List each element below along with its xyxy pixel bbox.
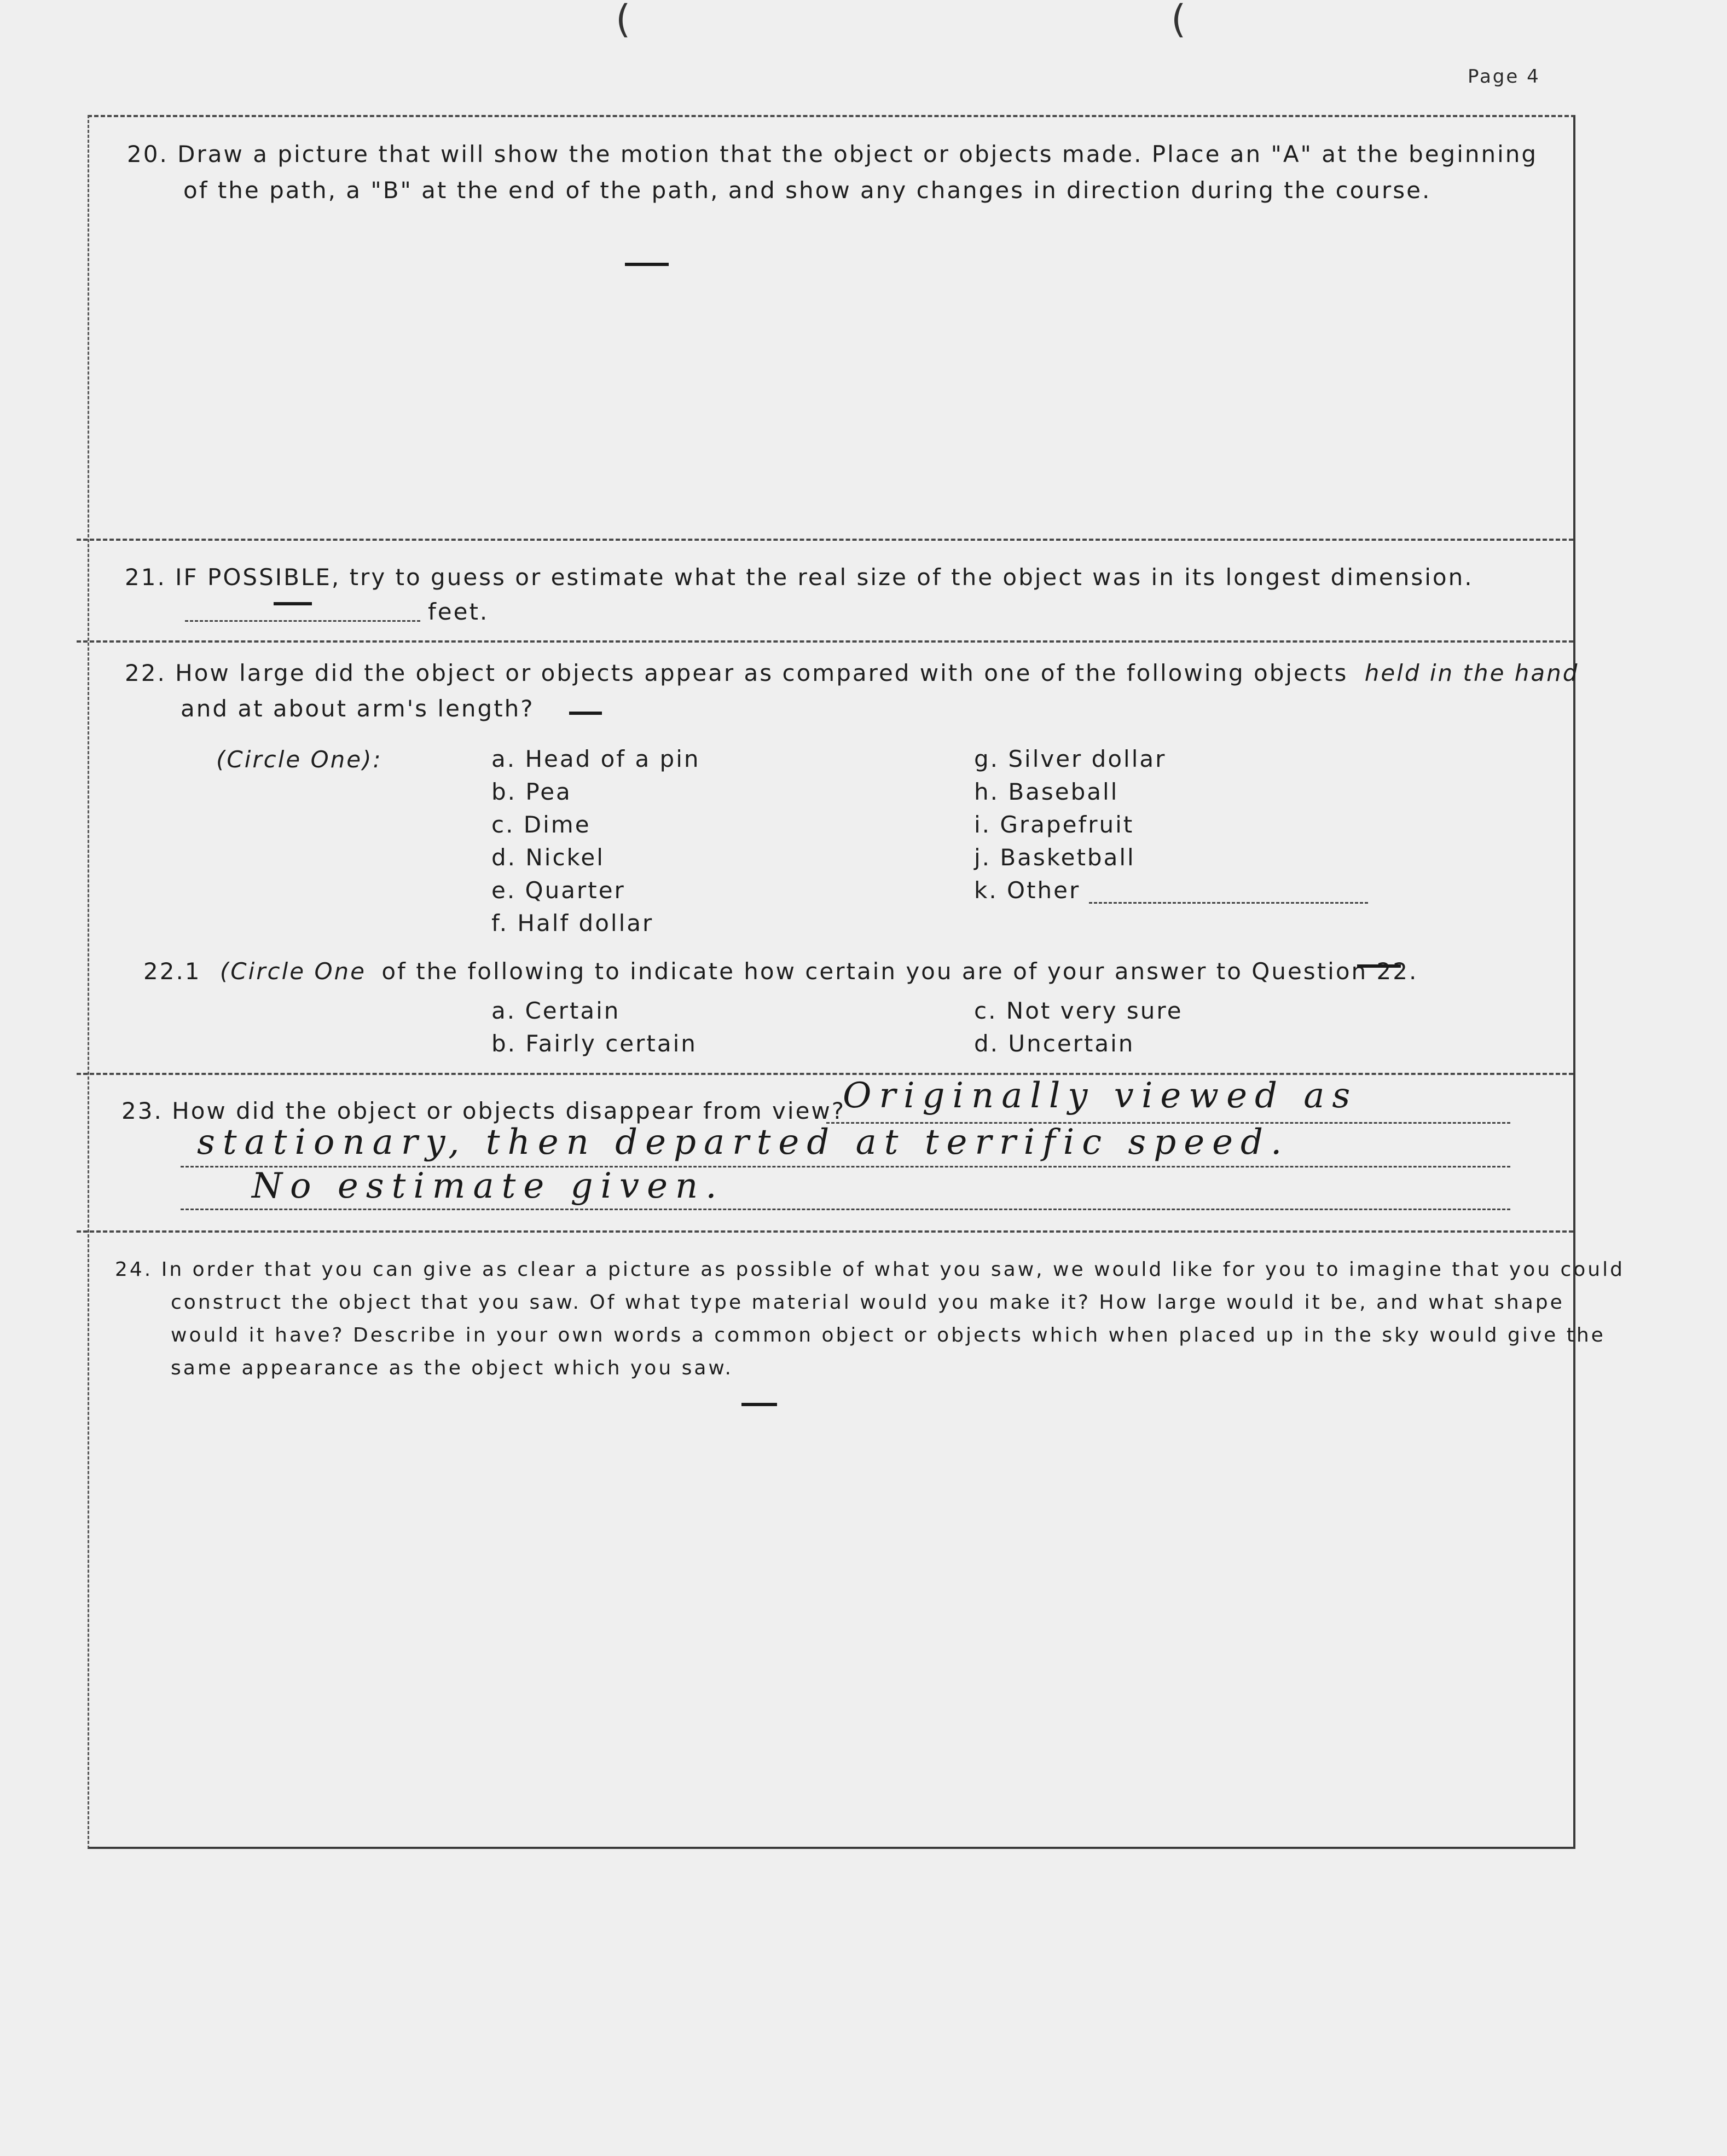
q20-line1: 20. Draw a picture that will show the motion that the object or objects made. Place an "A" at the beginning <box>127 141 1538 167</box>
q23-answer-blank-3[interactable] <box>181 1209 1510 1210</box>
q22-line2: and at about arm's length? <box>181 695 535 722</box>
q24-line4: same appearance as the object which you saw. <box>171 1357 733 1379</box>
rule-after-q23 <box>77 1230 1573 1233</box>
q24-line1: 24. In order that you can give as clear a picture as possible of what you saw, we would like for you to imagine that you could <box>115 1258 1625 1281</box>
q22-option-d[interactable]: d. Nickel <box>491 844 605 871</box>
rule-after-q22 <box>77 1073 1573 1075</box>
q21-unit: feet. <box>428 598 489 625</box>
q20-line2: of the path, a "B" at the end of the path, and show any changes in direction during the course. <box>183 177 1432 204</box>
q21-answer-dash <box>274 602 312 605</box>
q22-line1-regular: 22. How large did the object or objects appear as compared with one of the following objects <box>125 660 1348 686</box>
q22-1-option-a[interactable]: a. Certain <box>491 997 621 1024</box>
q23-handwritten-answer-3: No estimate given. <box>252 1166 725 1206</box>
scan-mark-right: ( <box>1171 0 1186 42</box>
q22-option-b[interactable]: b. Pea <box>491 778 572 805</box>
q22-answer-dash <box>569 712 602 715</box>
q22-option-j[interactable]: j. Basketball <box>974 844 1135 871</box>
q22-instruction: (Circle One): <box>216 746 383 773</box>
q23-handwritten-answer-1: Originally viewed as <box>843 1076 1358 1116</box>
q22-other-blank[interactable] <box>1089 902 1368 904</box>
q24-answer-dash <box>741 1403 777 1406</box>
q22-line1-italic: held in the hand <box>1364 660 1579 686</box>
rule-after-q21 <box>77 640 1573 643</box>
q22-1-instruction-rest: of the following to indicate how certain you are of your answer to Question 22. <box>381 958 1418 985</box>
q22-1-option-c[interactable]: c. Not very sure <box>974 997 1183 1024</box>
q22-option-a[interactable]: a. Head of a pin <box>491 745 700 772</box>
q22-option-k[interactable]: k. Other <box>974 877 1081 904</box>
q21-answer-blank[interactable] <box>185 620 420 622</box>
q22-1-option-d[interactable]: d. Uncertain <box>974 1030 1135 1057</box>
q24-line2: construct the object that you saw. Of what type material would you make it? How large would it be, and what shape <box>171 1291 1564 1314</box>
q20-answer-dash <box>625 263 669 266</box>
q22-option-g[interactable]: g. Silver dollar <box>974 745 1167 772</box>
q22-option-i[interactable]: i. Grapefruit <box>974 811 1134 838</box>
q23-line1: 23. How did the object or objects disappear from view? <box>121 1097 846 1124</box>
q23-handwritten-answer-2: stationary, then departed at terrific speed. <box>197 1122 1290 1163</box>
q22-1-answer-dash <box>1357 964 1401 968</box>
q24-line3: would it have? Describe in your own words a common object or objects which when placed up in the sky would give the <box>171 1324 1606 1346</box>
q22-option-h[interactable]: h. Baseball <box>974 778 1119 805</box>
scan-mark-left: ( <box>616 0 631 42</box>
q22-option-f[interactable]: f. Half dollar <box>491 910 654 937</box>
q22-option-e[interactable]: e. Quarter <box>491 877 625 904</box>
page-number: Page 4 <box>1468 66 1540 88</box>
q21-line1: 21. IF POSSIBLE, try to guess or estimate what the real size of the object was in its longest dimension. <box>125 564 1474 591</box>
q22-option-c[interactable]: c. Dime <box>491 811 591 838</box>
q22-1-label: 22.1 <box>143 958 201 985</box>
q22-1-option-b[interactable]: b. Fairly certain <box>491 1030 697 1057</box>
q22-1-instruction-italic: (Circle One <box>219 958 366 985</box>
q22-line1 <box>125 657 1579 690</box>
q22-1-line <box>143 955 1418 988</box>
rule-after-q20 <box>77 539 1573 541</box>
